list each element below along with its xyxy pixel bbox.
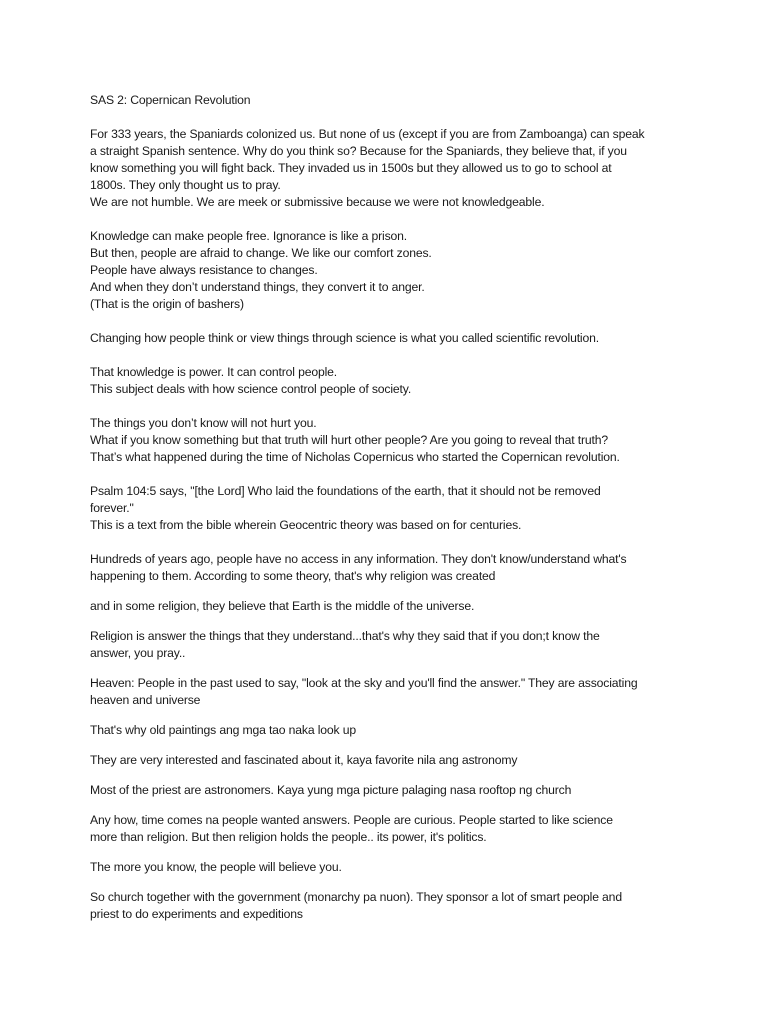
text-line: priest to do experiments and expeditions <box>90 907 303 921</box>
text-line: forever." <box>90 501 134 515</box>
paragraph <box>90 551 680 585</box>
paragraph <box>90 752 680 769</box>
text-line: That’s what happened during the time of Nicholas Copernicus who started the Copernican revolution. <box>90 450 620 464</box>
text-line: We are not humble. We are meek or submissive because we were not knowledgeable. <box>90 195 545 209</box>
text-line: and in some religion, they believe that Earth is the middle of the universe. <box>90 599 475 613</box>
text-line: So church together with the government (monarchy pa nuon). They sponsor a lot of smart people and <box>90 890 622 904</box>
text-line: Psalm 104:5 says, "[the Lord] Who laid the foundations of the earth, that it should not be removed <box>90 484 601 498</box>
text-line: Religion is answer the things that they understand...that's why they said that if you don;t know the <box>90 629 600 643</box>
text-line: 1800s. They only thought us to pray. <box>90 178 281 192</box>
paragraph <box>90 483 680 534</box>
text-line: Hundreds of years ago, people have no access in any information. They don't know/understand what's <box>90 552 627 566</box>
text-line: Any how, time comes na people wanted answers. People are curious. People started to like science <box>90 813 613 827</box>
text-line: happening to them. According to some theory, that's why religion was created <box>90 569 496 583</box>
text-line: This subject deals with how science control people of society. <box>90 382 412 396</box>
document-body <box>90 92 680 923</box>
text-line: They are very interested and fascinated about it, kaya favorite nila ang astronomy <box>90 753 518 767</box>
paragraph <box>90 889 680 923</box>
paragraph <box>90 675 680 709</box>
text-line: That knowledge is power. It can control people. <box>90 365 338 379</box>
paragraph <box>90 812 680 846</box>
text-line: Most of the priest are astronomers. Kaya yung mga picture palaging nasa rooftop ng church <box>90 783 572 797</box>
text-line: The things you don’t know will not hurt you. <box>90 416 317 430</box>
text-line: a straight Spanish sentence. Why do you think so? Because for the Spaniards, they believe that, if you <box>90 144 627 158</box>
paragraph <box>90 228 680 313</box>
paragraph <box>90 126 680 211</box>
text-line: What if you know something but that truth will hurt other people? Are you going to reveal that truth? <box>90 433 609 447</box>
paragraph <box>90 628 680 662</box>
text-line: But then, people are afraid to change. We like our comfort zones. <box>90 246 432 260</box>
text-line: Knowledge can make people free. Ignorance is like a prison. <box>90 229 408 243</box>
paragraph <box>90 598 680 615</box>
text-line: (That is the origin of bashers) <box>90 297 244 311</box>
text-line: People have always resistance to changes. <box>90 263 318 277</box>
text-line: The more you know, the people will believe you. <box>90 860 342 874</box>
text-line: For 333 years, the Spaniards colonized us. But none of us (except if you are from Zamboanga) can speak <box>90 127 645 141</box>
paragraph <box>90 859 680 876</box>
text-line: heaven and universe <box>90 693 201 707</box>
text-line: That's why old paintings ang mga tao naka look up <box>90 723 356 737</box>
paragraph <box>90 415 680 466</box>
document-title: SAS 2: Copernican Revolution <box>90 93 251 107</box>
paragraph <box>90 364 680 398</box>
text-line: Changing how people think or view things through science is what you called scientific revolution. <box>90 331 599 345</box>
text-line: know something you will fight back. They invaded us in 1500s but they allowed us to go to school at <box>90 161 612 175</box>
paragraph <box>90 722 680 739</box>
paragraph <box>90 782 680 799</box>
text-line: more than religion. But then religion holds the people.. its power, it's politics. <box>90 830 487 844</box>
text-line: And when they don’t understand things, they convert it to anger. <box>90 280 425 294</box>
text-line: This is a text from the bible wherein Geocentric theory was based on for centuries. <box>90 518 522 532</box>
paragraph <box>90 330 680 347</box>
text-line: Heaven: People in the past used to say, "look at the sky and you'll find the answer." They are associating <box>90 676 638 690</box>
text-line: answer, you pray.. <box>90 646 186 660</box>
